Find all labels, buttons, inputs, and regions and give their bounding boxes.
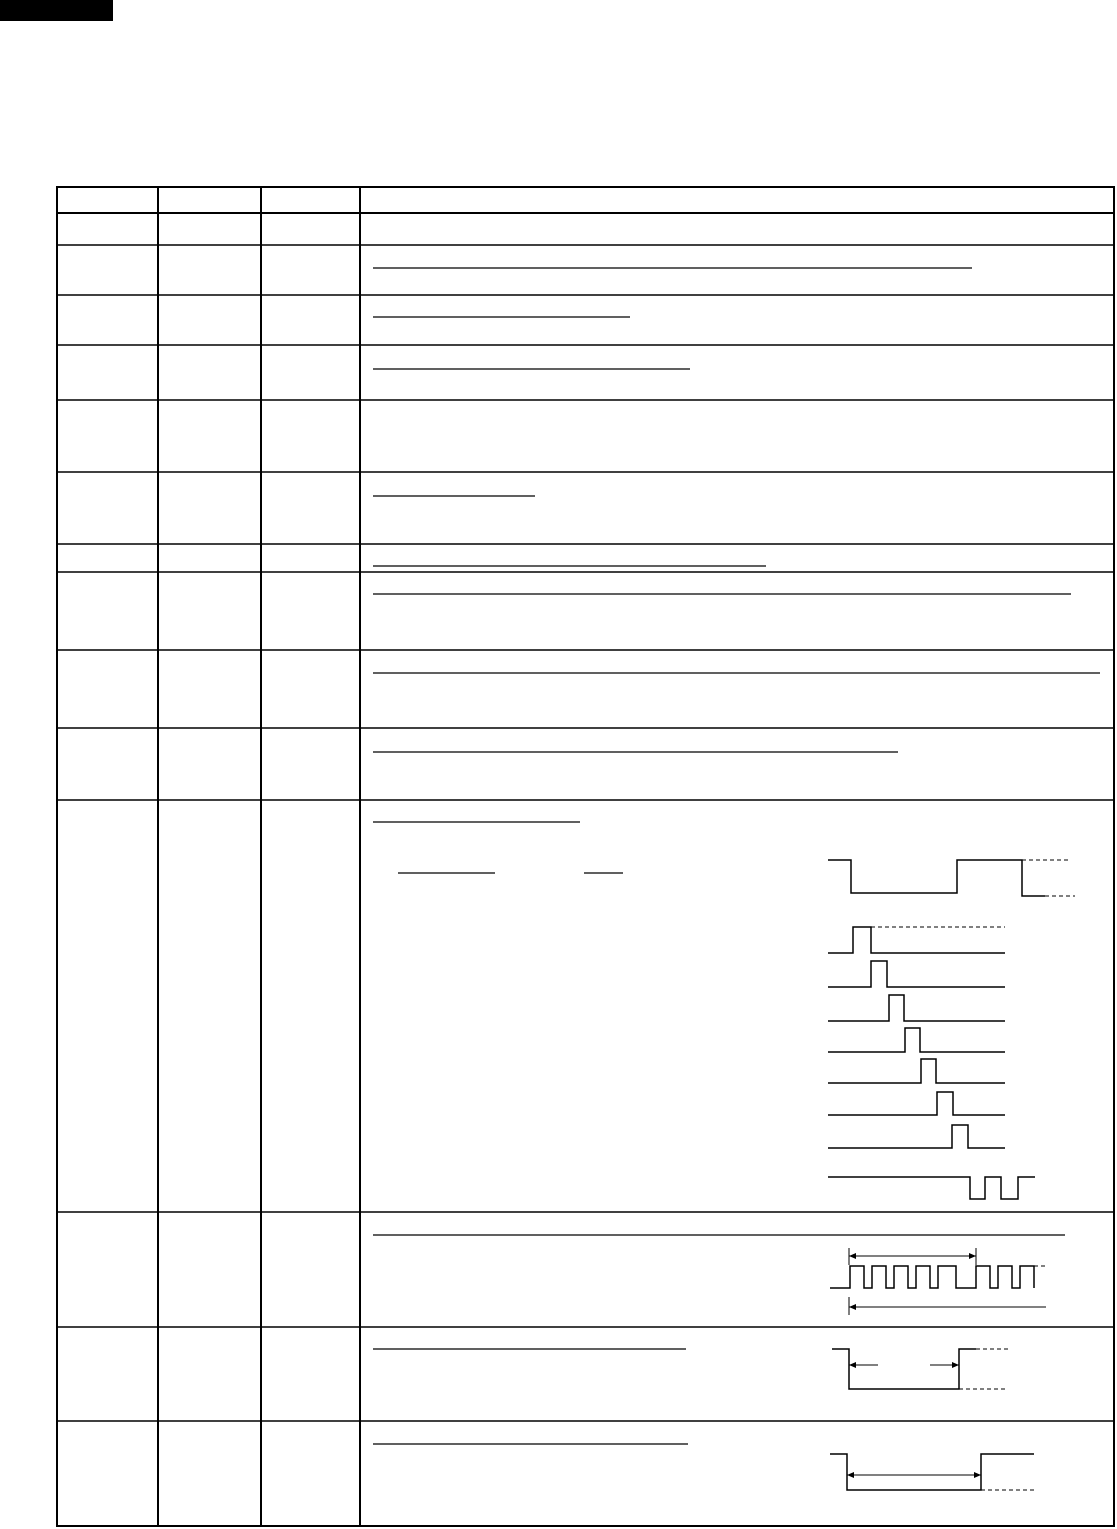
low-pulse-waveform-1 (832, 1349, 1008, 1389)
row-dividers (57, 245, 1114, 1421)
description-underlines (373, 268, 1100, 1444)
table-border (57, 187, 1114, 1526)
timing-waveform-main (828, 860, 1075, 896)
timing-waveform-pulses (828, 927, 1035, 1199)
low-pulse-waveform-2 (830, 1454, 1034, 1490)
clock-burst-arrows (849, 1253, 976, 1310)
clock-burst-waveform (830, 1248, 1048, 1315)
